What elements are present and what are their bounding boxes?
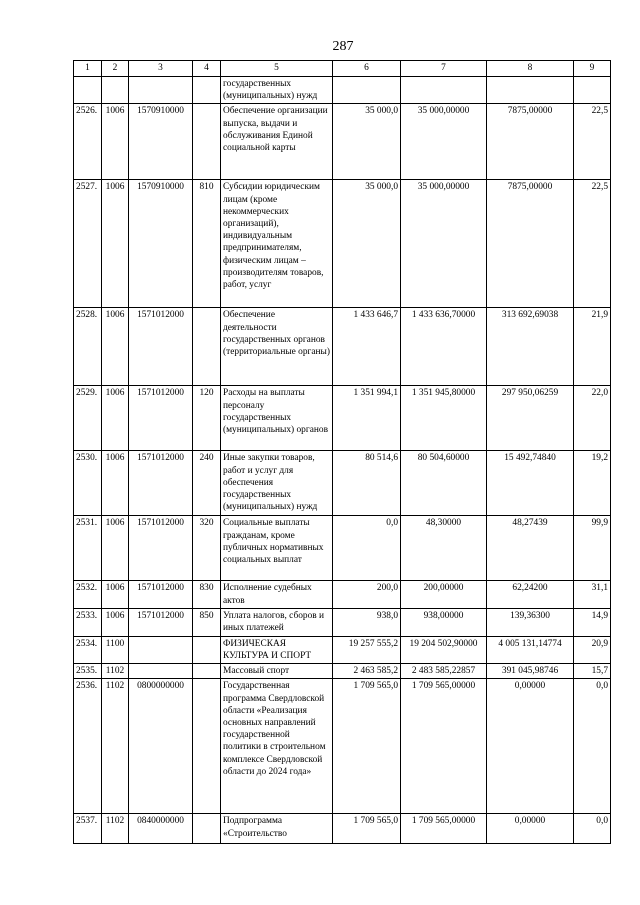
approved-amount: 200,0 xyxy=(333,581,401,608)
execution-percent xyxy=(574,77,611,104)
table-row xyxy=(74,608,611,636)
executed-amount: 4 005 131,14774 xyxy=(487,636,574,663)
execution-percent: 0,0 xyxy=(574,814,611,844)
table-row xyxy=(74,814,611,844)
approved-amount: 1 709 565,0 xyxy=(333,679,401,814)
table-row xyxy=(74,386,611,451)
target-article-code: 1571012000 xyxy=(129,386,193,451)
target-article-code: 1571012000 xyxy=(129,581,193,608)
expense-name: Иные закупки товаров, работ и услуг для обеспечения государственных (муниципальных) нужд xyxy=(221,451,333,516)
executed-amount xyxy=(487,77,574,104)
section-code: 1006 xyxy=(102,308,129,386)
execution-percent: 15,7 xyxy=(574,664,611,679)
table-row xyxy=(74,516,611,581)
table-row xyxy=(74,77,611,104)
execution-percent: 20,9 xyxy=(574,636,611,663)
table-row xyxy=(74,308,611,386)
expense-name: ФИЗИЧЕСКАЯ КУЛЬТУРА И СПОРТ xyxy=(221,636,333,663)
row-number: 2527. xyxy=(74,180,102,308)
execution-percent: 0,0 xyxy=(574,679,611,814)
expense-type-code: 120 xyxy=(193,386,221,451)
approved-amount: 35 000,0 xyxy=(333,180,401,308)
refined-amount: 1 709 565,00000 xyxy=(401,679,487,814)
table-row xyxy=(74,679,611,814)
expense-name: Массовый спорт xyxy=(221,664,333,679)
refined-amount: 1 351 945,80000 xyxy=(401,386,487,451)
target-article-code: 0800000000 xyxy=(129,679,193,814)
expense-type-code: 320 xyxy=(193,516,221,581)
executed-amount: 0,00000 xyxy=(487,814,574,844)
table-row xyxy=(74,104,611,180)
expense-type-code: 810 xyxy=(193,180,221,308)
executed-amount: 297 950,06259 xyxy=(487,386,574,451)
row-number xyxy=(74,77,102,104)
expense-name: Уплата налогов, сборов и иных платежей xyxy=(221,608,333,636)
target-article-code xyxy=(129,664,193,679)
execution-percent: 21,9 xyxy=(574,308,611,386)
target-article-code xyxy=(129,77,193,104)
header-cell: 5 xyxy=(221,61,333,77)
section-code: 1006 xyxy=(102,386,129,451)
row-number: 2526. xyxy=(74,104,102,180)
expense-type-code xyxy=(193,664,221,679)
header-cell: 2 xyxy=(102,61,129,77)
executed-amount: 7875,00000 xyxy=(487,104,574,180)
execution-percent: 31,1 xyxy=(574,581,611,608)
row-number: 2536. xyxy=(74,679,102,814)
target-article-code: 0840000000 xyxy=(129,814,193,844)
section-code: 1102 xyxy=(102,664,129,679)
executed-amount: 15 492,74840 xyxy=(487,451,574,516)
row-number: 2528. xyxy=(74,308,102,386)
header-cell: 4 xyxy=(193,61,221,77)
row-number: 2531. xyxy=(74,516,102,581)
execution-percent: 14,9 xyxy=(574,608,611,636)
approved-amount: 35 000,0 xyxy=(333,104,401,180)
executed-amount: 139,36300 xyxy=(487,608,574,636)
execution-percent: 22,0 xyxy=(574,386,611,451)
refined-amount: 48,30000 xyxy=(401,516,487,581)
execution-percent: 22,5 xyxy=(574,180,611,308)
section-code: 1006 xyxy=(102,180,129,308)
expense-name: Исполнение судебных актов xyxy=(221,581,333,608)
refined-amount xyxy=(401,77,487,104)
executed-amount: 7875,00000 xyxy=(487,180,574,308)
section-code: 1006 xyxy=(102,608,129,636)
target-article-code: 1571012000 xyxy=(129,608,193,636)
refined-amount: 1 433 636,70000 xyxy=(401,308,487,386)
approved-amount: 938,0 xyxy=(333,608,401,636)
expense-name: Государственная программа Свердловской области «Реализация основных направлений государственной политики в строительном комплексе Свердловской области до 2024 года» xyxy=(221,679,333,814)
approved-amount: 1 351 994,1 xyxy=(333,386,401,451)
section-code: 1006 xyxy=(102,104,129,180)
header-cell: 7 xyxy=(401,61,487,77)
refined-amount: 80 504,60000 xyxy=(401,451,487,516)
table-header-row xyxy=(74,61,611,77)
row-number: 2529. xyxy=(74,386,102,451)
expense-name: Социальные выплаты гражданам, кроме публичных нормативных социальных выплат xyxy=(221,516,333,581)
approved-amount: 1 709 565,0 xyxy=(333,814,401,844)
section-code: 1100 xyxy=(102,636,129,663)
target-article-code: 1571012000 xyxy=(129,308,193,386)
execution-percent: 19,2 xyxy=(574,451,611,516)
expense-name: Субсидии юридическим лицам (кроме некоммерческих организаций), индивидуальным предпринимателям, физическим лицам – производителям товаров, работ, услуг xyxy=(221,180,333,308)
header-cell: 6 xyxy=(333,61,401,77)
executed-amount: 48,27439 xyxy=(487,516,574,581)
approved-amount: 2 463 585,2 xyxy=(333,664,401,679)
expense-name: Расходы на выплаты персоналу государственных (муниципальных) органов xyxy=(221,386,333,451)
section-code: 1006 xyxy=(102,516,129,581)
target-article-code xyxy=(129,636,193,663)
table-row xyxy=(74,664,611,679)
approved-amount xyxy=(333,77,401,104)
row-number: 2532. xyxy=(74,581,102,608)
section-code xyxy=(102,77,129,104)
executed-amount: 0,00000 xyxy=(487,679,574,814)
target-article-code: 1571012000 xyxy=(129,516,193,581)
expense-name: Обеспечение деятельности государственных органов (территориальные органы) xyxy=(221,308,333,386)
execution-percent: 99,9 xyxy=(574,516,611,581)
row-number: 2537. xyxy=(74,814,102,844)
row-number: 2530. xyxy=(74,451,102,516)
section-code: 1102 xyxy=(102,679,129,814)
expense-name: государственных (муниципальных) нужд xyxy=(221,77,333,104)
target-article-code: 1570910000 xyxy=(129,104,193,180)
execution-percent: 22,5 xyxy=(574,104,611,180)
refined-amount: 35 000,00000 xyxy=(401,180,487,308)
table-row xyxy=(74,636,611,663)
header-cell: 8 xyxy=(487,61,574,77)
row-number: 2535. xyxy=(74,664,102,679)
header-cell: 9 xyxy=(574,61,611,77)
page-number: 287 xyxy=(332,39,354,54)
refined-amount: 1 709 565,00000 xyxy=(401,814,487,844)
section-code: 1006 xyxy=(102,581,129,608)
table-row xyxy=(74,180,611,308)
row-number: 2533. xyxy=(74,608,102,636)
approved-amount: 0,0 xyxy=(333,516,401,581)
executed-amount: 313 692,69038 xyxy=(487,308,574,386)
refined-amount: 2 483 585,22857 xyxy=(401,664,487,679)
table-row xyxy=(74,581,611,608)
expense-type-code xyxy=(193,679,221,814)
budget-table xyxy=(73,60,611,844)
expense-type-code: 850 xyxy=(193,608,221,636)
target-article-code: 1570910000 xyxy=(129,180,193,308)
refined-amount: 938,00000 xyxy=(401,608,487,636)
expense-type-code xyxy=(193,814,221,844)
executed-amount: 391 045,98746 xyxy=(487,664,574,679)
refined-amount: 19 204 502,90000 xyxy=(401,636,487,663)
header-cell: 3 xyxy=(129,61,193,77)
approved-amount: 80 514,6 xyxy=(333,451,401,516)
executed-amount: 62,24200 xyxy=(487,581,574,608)
refined-amount: 200,00000 xyxy=(401,581,487,608)
section-code: 1006 xyxy=(102,451,129,516)
expense-name: Подпрограмма «Строительство xyxy=(221,814,333,844)
approved-amount: 19 257 555,2 xyxy=(333,636,401,663)
table-row xyxy=(74,451,611,516)
section-code: 1102 xyxy=(102,814,129,844)
expense-name: Обеспечение организации выпуска, выдачи и обслуживания Единой социальной карты xyxy=(221,104,333,180)
expense-type-code: 240 xyxy=(193,451,221,516)
refined-amount: 35 000,00000 xyxy=(401,104,487,180)
target-article-code: 1571012000 xyxy=(129,451,193,516)
expense-type-code: 830 xyxy=(193,581,221,608)
expense-type-code xyxy=(193,77,221,104)
row-number: 2534. xyxy=(74,636,102,663)
approved-amount: 1 433 646,7 xyxy=(333,308,401,386)
expense-type-code xyxy=(193,308,221,386)
header-cell: 1 xyxy=(74,61,102,77)
expense-type-code xyxy=(193,636,221,663)
expense-type-code xyxy=(193,104,221,180)
